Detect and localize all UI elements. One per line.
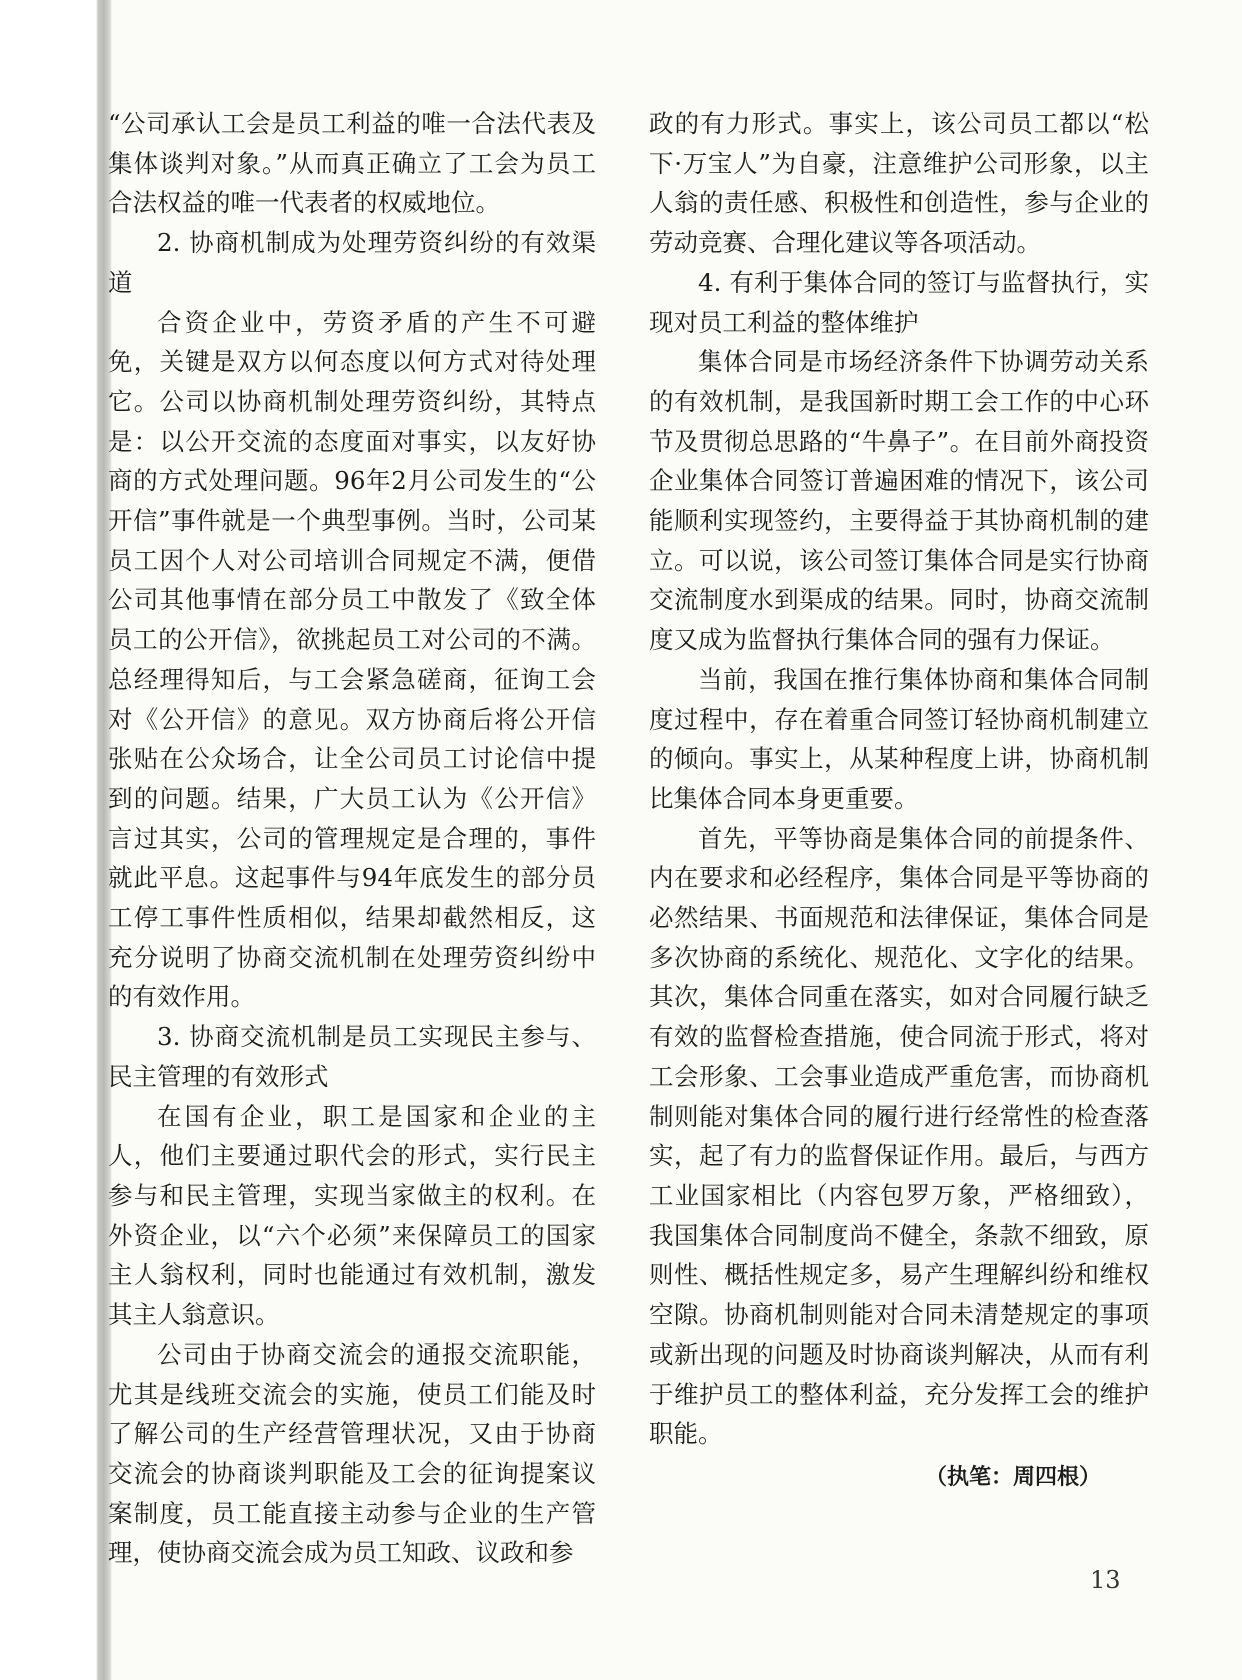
paragraph: 公司由于协商交流会的通报交流职能，尤其是线班交流会的实施，使员工们能及时了解公司的生产经营管理状况，又由于协商交流会的协商谈判职能及工会的征询提案议案制度，员工能直接主动参与企业的生产管理，使协商交流会成为员工知政、议政和参 bbox=[108, 1339, 596, 1568]
page-binding-shadow bbox=[0, 0, 112, 1680]
paragraph: 首先，平等协商是集体合同的前提条件、内在要求和必经程序，集体合同是平等协商的必然结果、书面规范和法律保证，集体合同是多次协商的系统化、规范化、文字化的结果。其次，集体合同重在落实，如对合同履行缺乏有效的监督检查措施，使合同流于形式，将对工会形象、工会事业造成严重危害，而协商机制则能对集体合同的履行进行经常性的检查落实，起了有力的监督保证作用。最后，与西方工业国家相比（内容包罗万象，严格细致），我国集体合同制度尚不健全，条款不细致，原则性、概括性规定多，易产生理解纠纷和维权空隙。协商机制则能对合同未清楚规定的事项或新出现的问题及时协商谈判解决，从而有利于维护员工的整体利益，充分发挥工会的维护职能。 bbox=[649, 823, 1149, 1449]
paragraph: 集体合同是市场经济条件下协调劳动关系的有效机制，是我国新时期工会工作的中心环节及贯彻总思路的“牛鼻子”。在目前外商投资企业集体合同签订普遍困难的情况下，该公司能顺利实现签约，主要得益于其协商机制的建立。可以说，该公司签订集体合同是实行协商交流制度水到渠成的结果。同时，协商交流制度又成为监督执行集体合同的强有力保证。 bbox=[649, 347, 1149, 655]
section-heading: 4. 有利于集体合同的签订与监督执行，实现对员工利益的整体维护 bbox=[649, 267, 1149, 337]
paragraph: 政的有力形式。事实上，该公司员工都以“松下·万宝人”为自豪，注意维护公司形象，以主人翁的责任感、积极性和创造性，参与企业的劳动竞赛、合理化建议等各项活动。 bbox=[649, 109, 1149, 258]
paragraph: 当前，我国在推行集体协商和集体合同制度过程中，存在着重合同签订轻协商机制建立的倾向。事实上，从某种程度上讲，协商机制比集体合同本身更重要。 bbox=[649, 664, 1149, 813]
section-heading: 2. 协商机制成为处理劳资纠纷的有效渠道 bbox=[108, 228, 596, 297]
section-heading: 3. 协商交流机制是员工实现民主参与、民主管理的有效形式 bbox=[108, 1022, 596, 1091]
left-column bbox=[108, 104, 596, 1573]
paragraph: 在国有企业，职工是国家和企业的主人，他们主要通过职代会的形式，实行民主参与和民主管理，实现当家做主的权利。在外资企业，以“六个必须”来保障员工的国家主人翁权利，同时也能通过有效机制，激发其主人翁意识。 bbox=[108, 1101, 596, 1330]
right-column bbox=[649, 104, 1149, 1498]
paragraph: 合资企业中，劳资矛盾的产生不可避免，关键是双方以何态度以何方式对待处理它。公司以协商机制处理劳资纠纷，其特点是：以公开交流的态度面对事实，以友好协商的方式处理问题。96年2月公司发生的“公开信”事件就是一个典型事例。当时，公司某员工因个人对公司培训合同规定不满，便借公司其他事情在部分员工中散发了《致全体员工的公开信》，欲挑起员工对公司的不满。总经理得知后，与工会紧急磋商，征询工会对《公开信》的意见。双方协商后将公开信张贴在公众场合，让全公司员工讨论信中提到的问题。结果，广大员工认为《公开信》言过其实，公司的管理规定是合理的，事件就此平息。这起事件与94年底发生的部分员工停工事件性质相似，结果却截然相反，这充分说明了协商交流机制在处理劳资纠纷中的有效作用。 bbox=[108, 307, 596, 1012]
author-byline: （执笔：周四根） bbox=[924, 1464, 1101, 1490]
paragraph: “公司承认工会是员工利益的唯一合法代表及集体谈判对象。”从而真正确立了工会为员工合法权益的唯一代表者的权威地位。 bbox=[108, 109, 596, 218]
page-number: 13 bbox=[1090, 1566, 1121, 1594]
